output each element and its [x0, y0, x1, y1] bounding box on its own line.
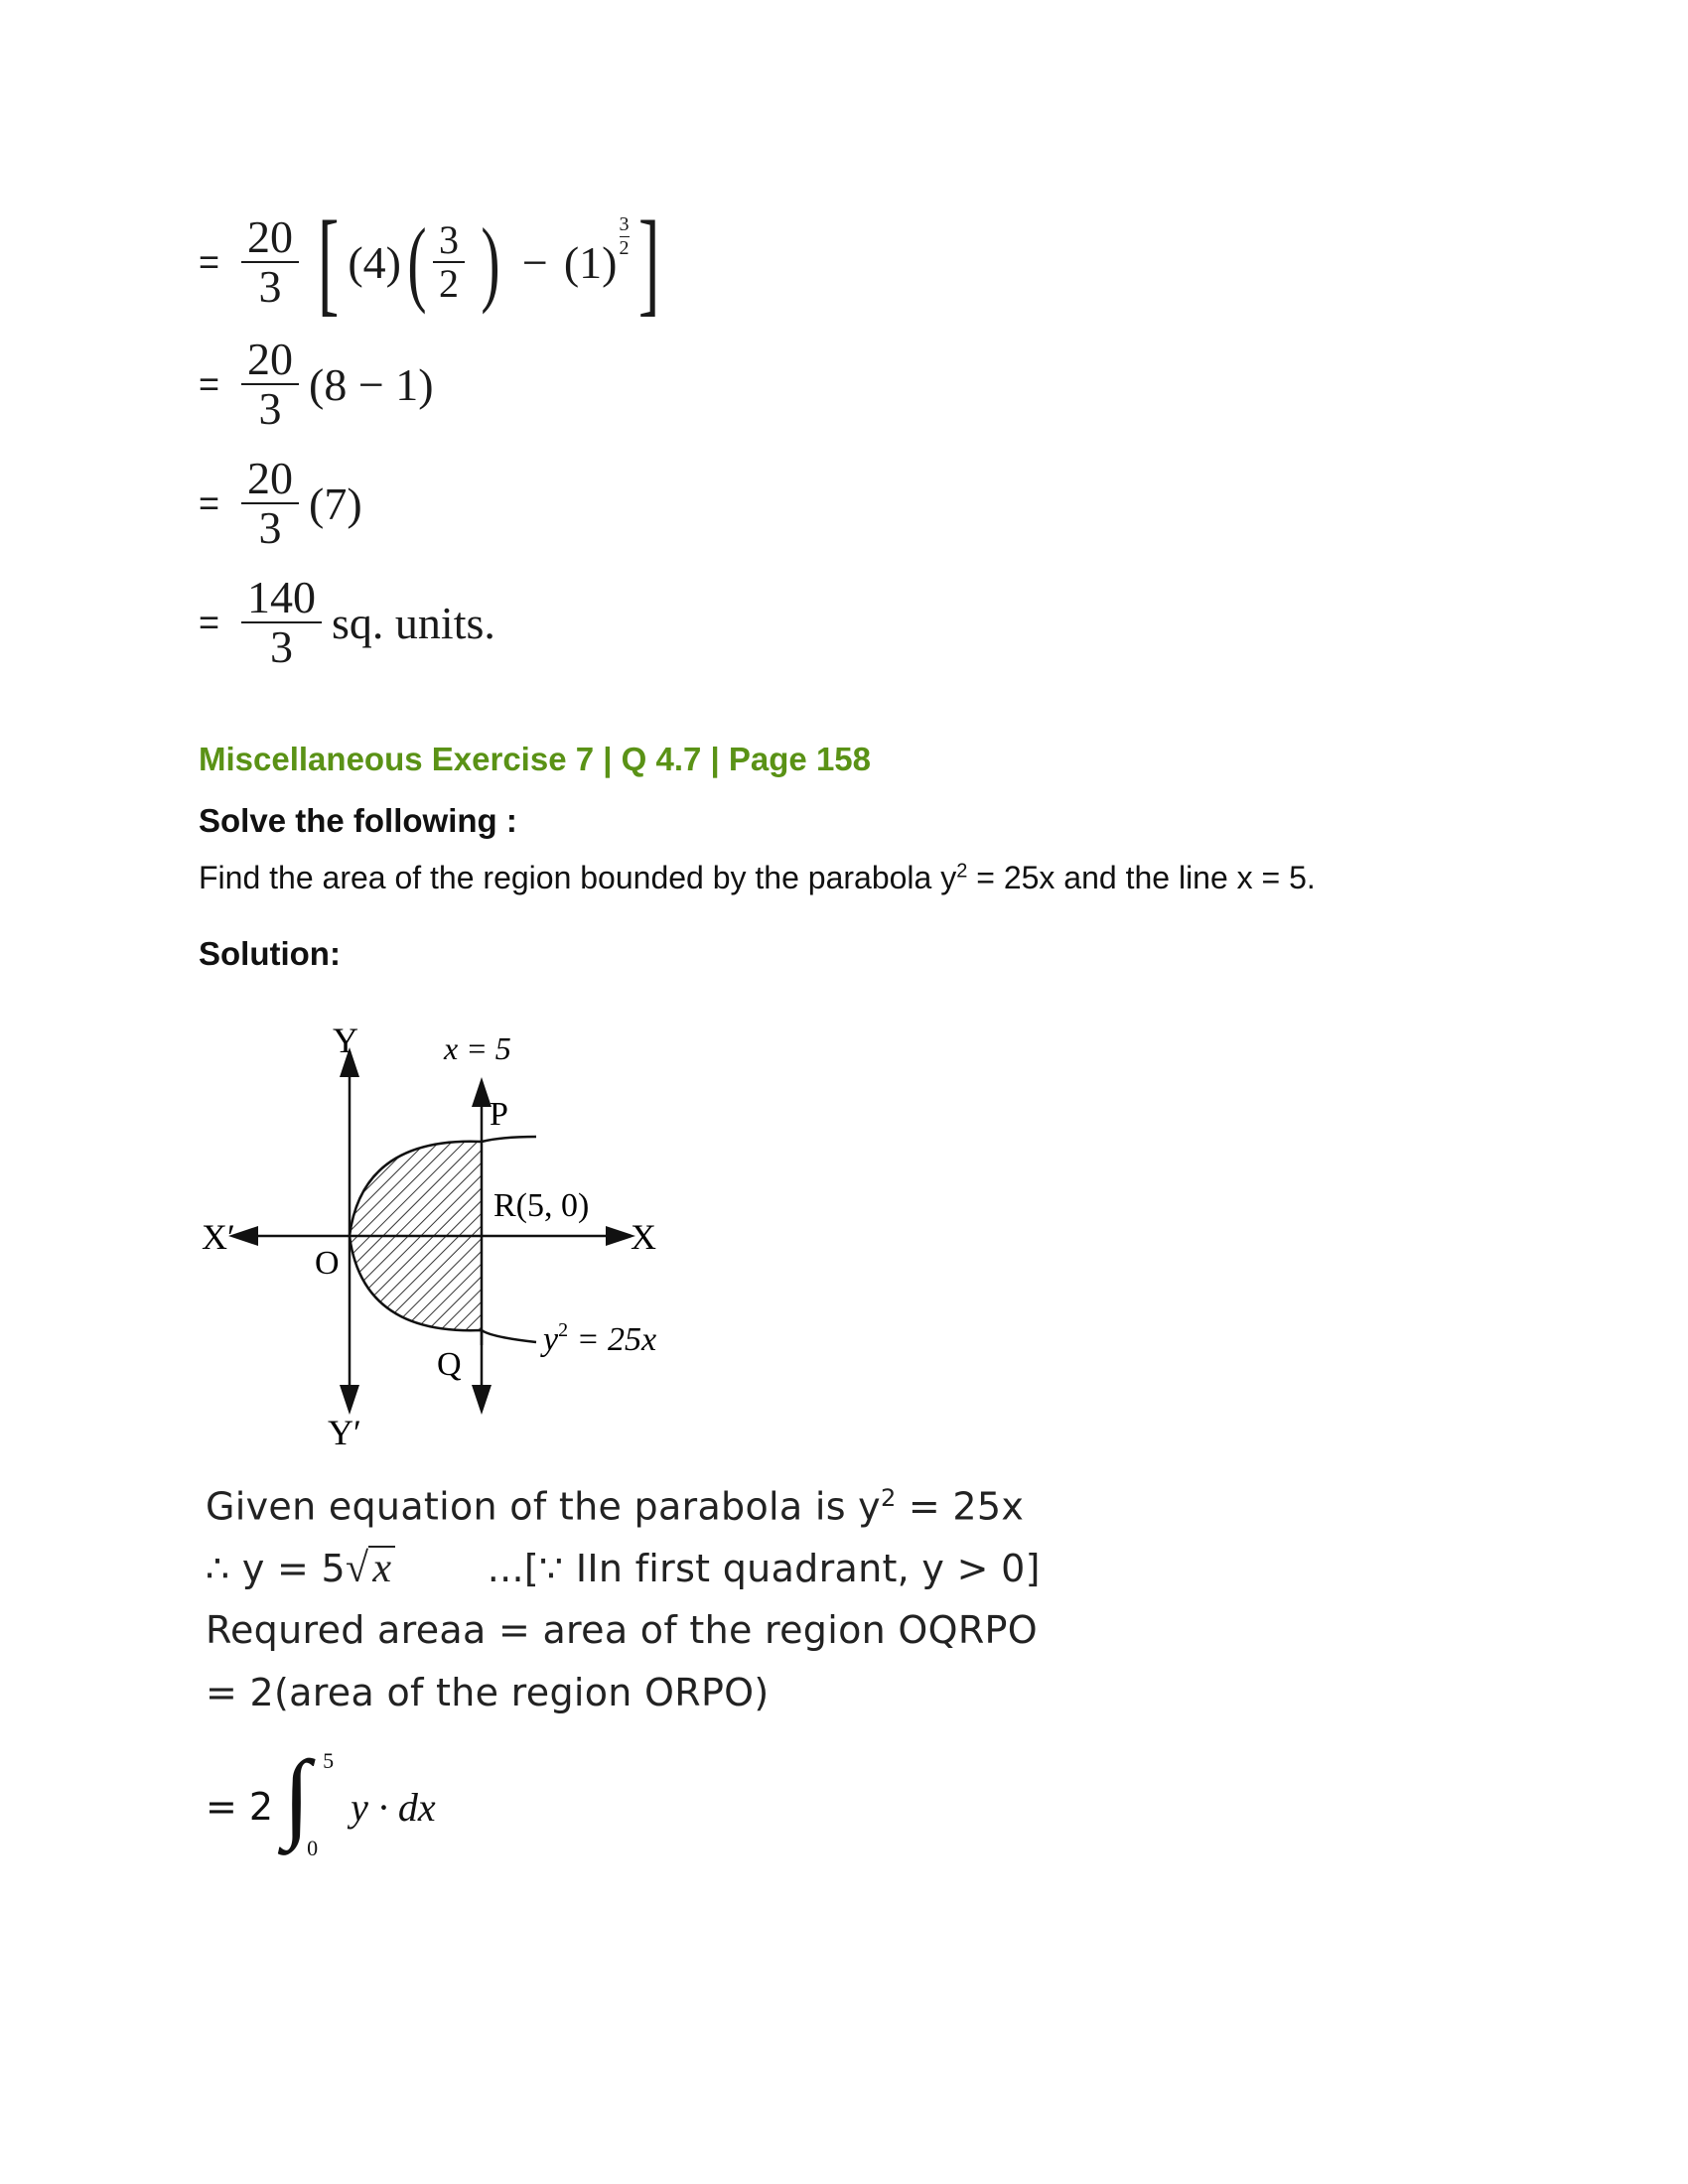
equals-sign: =	[199, 241, 220, 282]
question-post: = 25x and the line x = 5.	[967, 860, 1316, 895]
curve-label-post: = 25x	[568, 1321, 657, 1358]
line-2-note: ...[∵ IIn first quadrant, y > 0]	[487, 1547, 1041, 1590]
step-expression: (7)	[309, 478, 362, 529]
fraction-denominator: 3	[270, 621, 294, 673]
step-expression: sq. units.	[332, 597, 495, 648]
exponent-fraction	[620, 213, 630, 260]
solution-line-5	[206, 1740, 436, 1861]
right-paren: )	[481, 208, 500, 315]
curve-label-sup: 2	[558, 1319, 569, 1341]
fraction-numerator: 20	[247, 453, 294, 503]
right-bracket: ]	[637, 197, 659, 327]
equals-sign: =	[199, 363, 220, 405]
inner-numerator: 3	[438, 217, 459, 262]
x-prime-label: X′	[202, 1217, 235, 1257]
equals-sign: =	[199, 602, 220, 643]
solution-line-2	[206, 1545, 1041, 1592]
term-b: (1)	[563, 236, 618, 288]
fraction-denominator: 3	[258, 261, 282, 312]
step-1	[199, 197, 668, 327]
line-5-pre: = 2	[206, 1785, 274, 1829]
inner-denominator: 2	[438, 261, 459, 306]
y-prime-label: Y′	[328, 1413, 361, 1452]
line-label: x = 5	[444, 1030, 511, 1066]
integral-upper-limit: 5	[323, 1748, 335, 1773]
solution-line-4: = 2(area of the region ORPO)	[206, 1671, 770, 1714]
step-2	[199, 336, 434, 434]
exercise-heading[interactable]: Miscellaneous Exercise 7 | Q 4.7 | Page 158	[199, 741, 872, 777]
exponent-denominator: 2	[619, 236, 630, 259]
step-3	[199, 455, 362, 553]
point-p-label: P	[490, 1096, 508, 1133]
step-4	[199, 574, 495, 672]
point-q-label: Q	[437, 1346, 462, 1383]
question-text	[199, 860, 1316, 896]
question-pre: Find the area of the region bounded by the parabola y	[199, 860, 957, 895]
fraction-numerator: 20	[247, 210, 294, 262]
equals-sign: =	[199, 482, 220, 524]
minus-sign: −	[521, 236, 548, 288]
term-a: (4)	[348, 236, 401, 288]
line-2-pre: ∴ y = 5	[206, 1547, 347, 1590]
left-paren: (	[407, 208, 427, 315]
sqrt-expression: √x	[346, 1546, 395, 1591]
radicand: x	[368, 1546, 395, 1589]
inner-fraction	[433, 219, 465, 305]
curve-label-pre: y	[543, 1321, 559, 1358]
question-sup: 2	[956, 860, 968, 883]
exponent-numerator: 3	[619, 212, 630, 235]
line-1-pre: Given equation of the parabola is y	[206, 1484, 881, 1529]
line-1-post: = 25x	[896, 1484, 1025, 1529]
y-axis-label: Y	[333, 1021, 358, 1060]
fraction	[241, 210, 299, 312]
step-expression: (8 − 1)	[309, 358, 434, 410]
fraction	[241, 336, 299, 434]
fraction-numerator: 20	[247, 334, 294, 384]
integral-sign: ∫ 5 0	[283, 1740, 335, 1860]
fraction	[241, 574, 322, 672]
integrand: y · dx	[351, 1784, 436, 1830]
point-r-label: R(5, 0)	[493, 1187, 590, 1224]
solution-label: Solution:	[199, 935, 341, 972]
fraction-denominator: 3	[258, 383, 282, 435]
solution-line-1	[206, 1484, 1024, 1529]
x-axis-label: X	[631, 1217, 656, 1257]
integral-lower-limit: 0	[307, 1836, 319, 1860]
curve-label	[540, 1319, 656, 1358]
origin-label: O	[315, 1245, 340, 1282]
parabola-figure	[194, 1008, 710, 1474]
left-bracket: [	[317, 197, 340, 327]
fraction	[241, 455, 299, 553]
solution-line-3: Requred areaa = area of the region OQRPO	[206, 1608, 1038, 1652]
fraction-numerator: 140	[247, 572, 317, 622]
subheading: Solve the following :	[199, 802, 517, 839]
line-1-sup: 2	[880, 1484, 897, 1512]
fraction-denominator: 3	[258, 502, 282, 554]
